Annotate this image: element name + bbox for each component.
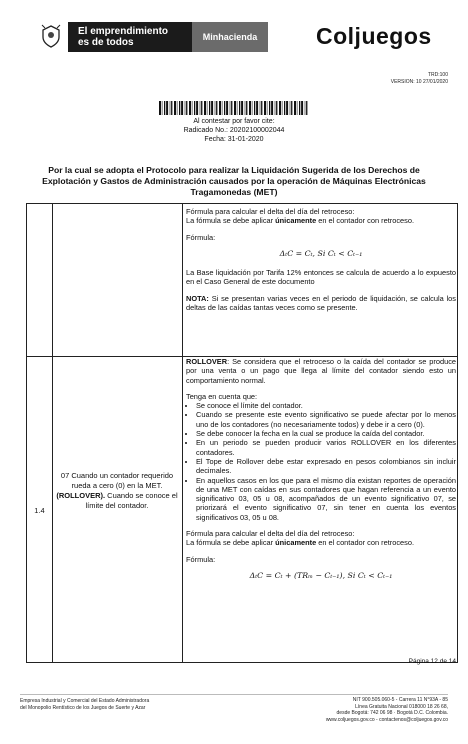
list-item: • En aquellos casos en los que para el mismo día existan reportes de operación de una MET con caídas en sus contadores que hagan referencia a un evento significativo 03, 05 u 08, acompañados de un evento significativo 07, se priorizará el evento significativo 07, sin tener en cuenta los eventos significativos 03, 05 u 08. — [196, 476, 456, 522]
formula-label: Fórmula: — [186, 232, 216, 242]
page-number: Página 12 de 14 — [408, 658, 456, 665]
footer-entity-line-2: del Monopolio Rentístico de los Juegos de Suerte y Azar — [20, 704, 146, 711]
government-banner — [68, 22, 268, 52]
footer-web: www.coljuegos.gov.co - contactenos@coljuegos.gov.co — [325, 716, 448, 723]
list-item: • Se conoce el límite del contador. — [196, 401, 456, 410]
document-version — [391, 72, 448, 86]
radicado-number: Radicado No.: 20202100002044 — [183, 127, 285, 134]
document-title: Por la cual se adopta el Protocolo para realizar la Liquidación Sugerida de los Derechos de Explotación y Gastos de Administración causados por la operación de Máquinas Electrónicas Tragamonedas (MET) — [42, 165, 426, 197]
footer-entity-line-1: Empresa Industrial y Comercial del Estado Administradora — [20, 698, 150, 704]
protocol-table — [26, 203, 458, 663]
coljuegos-logo: Coljuegos — [316, 23, 432, 49]
coat-of-arms-icon — [40, 24, 62, 48]
footer-entity — [20, 698, 149, 711]
table-row — [27, 204, 457, 357]
radicado-block — [0, 117, 468, 144]
radicado-line-1: Al contestar por favor cite: — [193, 118, 275, 125]
table-row — [27, 356, 457, 662]
radicado-date: Fecha: 31-01-2020 — [204, 136, 264, 143]
trd-code: TRD:100 — [427, 72, 448, 78]
list-item: • El Tope de Rollover debe estar expresado en pesos colombianos sin incluir decimales. — [196, 457, 456, 476]
formula-expression: ΔₜC = Cₜ + (TRₘ − Cₜ₋₁), Si Cₜ < Cₜ₋₁ — [249, 570, 393, 580]
ministry-logo: Minhacienda — [192, 22, 268, 52]
formula-label: Fórmula: — [186, 554, 216, 564]
list-item: • Se debe conocer la fecha en la cual se produce la caída del contador. — [196, 429, 456, 438]
banner-line-1: El emprendimiento — [78, 26, 169, 37]
formula-intro: Fórmula para calcular el delta del día del retroceso: — [186, 529, 355, 539]
barcode-icon — [159, 101, 309, 115]
footer-bogota: desde Bogotá: 742 06 98 · Bogotá D.C. Colombia. — [336, 710, 448, 716]
rollover-bullets — [186, 401, 456, 522]
letterhead — [0, 0, 468, 60]
rollover-cell — [186, 357, 456, 590]
list-item: • En un periodo se pueden producir varios ROLLOVER en los diferentes contadores. — [196, 438, 456, 457]
formula-cell — [186, 207, 456, 319]
banner-line-2: es de todos — [78, 37, 134, 48]
list-item: • Cuando se presente este evento significativo se puede afectar por lo menos uno de los contadores (no necesariamente todos) y debe ir a cero (0). — [196, 410, 456, 429]
condition-text: 07 Cuando un contador requerido rueda a cero (0) en la MET. (ROLLOVER). Cuando se conoce el límite del contador. — [56, 471, 178, 510]
formula-expression: ΔₜC = Cₜ, Si Cₜ < Cₜ₋₁ — [279, 248, 363, 258]
row-number: 1.4 — [34, 506, 45, 515]
formula-instruction: La fórmula se debe aplicar únicamente en el contador con retroceso. — [186, 216, 415, 226]
footer-phone: Línea Gratuita Nacional 018000 18 26 68, — [355, 703, 448, 710]
version-code: VERSION: 10 27/01/2020 — [390, 79, 448, 85]
note-text: NOTA: Si se presentan varias veces en el periodo de liquidación, se calcula los deltas de las caídas tantas veces como se presente. — [186, 293, 456, 313]
formula-instruction: La fórmula se debe aplicar únicamente en el contador con retroceso. — [186, 538, 415, 548]
footer-nit: NIT 900.505.060-5 - Carrera 11 N°93A - 85 — [352, 697, 448, 703]
base-liquidation-text: La Base liquidación por Tarifa 12% entonces se calcula de acuerdo a lo expuesto en el Caso General de este documento — [186, 268, 456, 287]
rollover-definition: ROLLOVER: Se considera que el retroceso o la caída del contador se produce por una venta o un pago que llega al límite del contador siendo esto un comportamiento normal. — [186, 357, 456, 385]
footer-contact — [326, 697, 448, 723]
formula-intro: Fórmula para calcular el delta del día del retroceso: — [186, 207, 355, 216]
tenga-label: Tenga en cuenta que: — [186, 391, 258, 401]
